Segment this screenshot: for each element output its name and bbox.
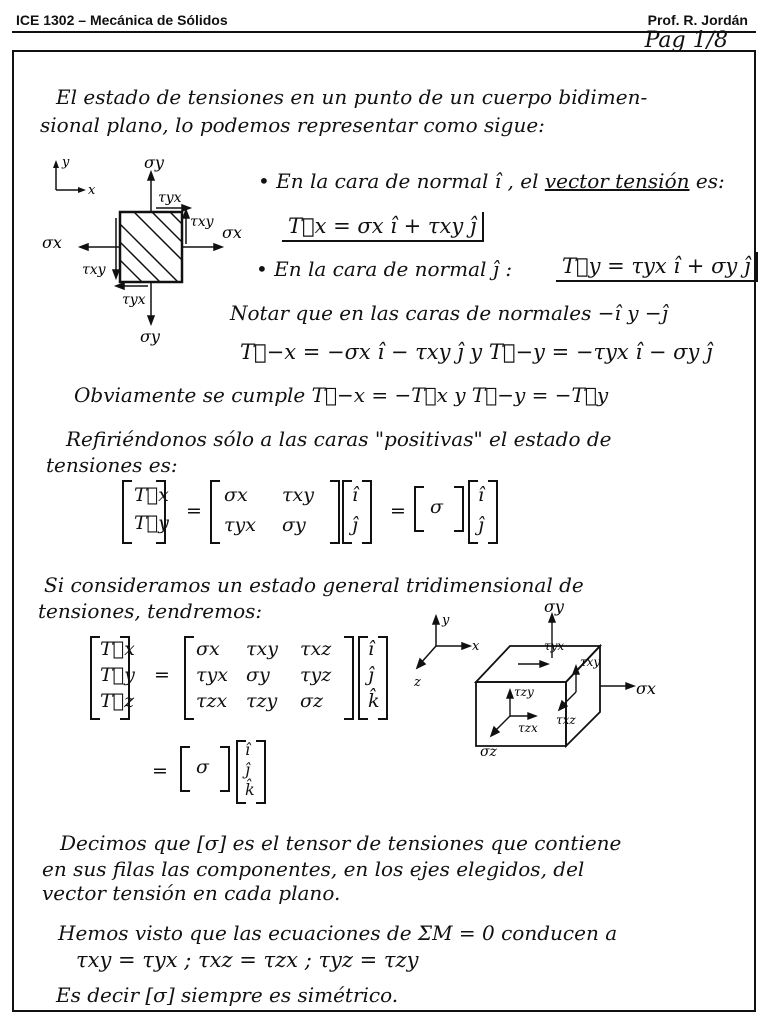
positive-faces-line-1: Refiriéndonos sólo a las caras "positivas" el estado de xyxy=(66,427,612,451)
moments-line-1: Hemos visto que las ecuaciones de ΣM = 0 conducen a xyxy=(58,921,618,945)
matrix3d-units-compact xyxy=(236,740,266,804)
matrix2d-unit-1: ĵ xyxy=(352,514,358,536)
frame-left xyxy=(12,50,14,1012)
matrix2d-s00: σx xyxy=(224,484,248,506)
matrix3d-equals-2: = xyxy=(152,760,168,782)
matrix2d-units-compact xyxy=(468,480,498,544)
intro-line-2: sional plano, lo podemos representar como sigue: xyxy=(40,113,545,137)
matrix3d-s11: σy xyxy=(246,664,270,686)
matrix2d-unit-0: î xyxy=(352,484,359,506)
cube-tau-zx-label: τzx xyxy=(518,721,538,735)
matrix2d-lhs-1: T⃗y xyxy=(134,512,169,534)
stress-arrows-2d xyxy=(80,172,222,324)
cube-tau-xy-label: τxy xyxy=(580,655,601,669)
matrix3d-s10: τyx xyxy=(196,664,228,686)
matrix2d-equals-2: = xyxy=(390,500,406,522)
matrix2d-sigma-compact xyxy=(414,486,464,532)
matrix2d-s01: τxy xyxy=(282,484,314,506)
face-j-text: • En la cara de normal ĵ : xyxy=(256,257,513,281)
plane-stress-element-figure xyxy=(36,148,256,348)
element-square xyxy=(120,212,182,282)
matrix3d-equals-1: = xyxy=(154,664,170,686)
sigma-y-bottom-label: σy xyxy=(140,327,160,346)
frame-top xyxy=(12,50,756,52)
matrix3d-s22: σz xyxy=(300,690,323,712)
tau-yx-bottom-label: τyx xyxy=(122,292,146,308)
face-i-pre: • En la cara de normal î , el xyxy=(258,169,539,193)
matrix3d-sigma-compact xyxy=(180,746,230,792)
axis3d-z-label: z xyxy=(414,675,421,690)
general-line-2: tensiones, tendremos: xyxy=(38,599,263,623)
matrix3d-units xyxy=(358,636,388,720)
equation-negative-faces: T⃗−x = −σx î − τxy ĵ y T⃗−y = −τyx î − σy ĵ xyxy=(240,340,713,364)
matrix3d-lhs-1: T⃗y xyxy=(100,664,135,686)
matrix3d-unit-2: k̂ xyxy=(368,690,380,712)
matrix3d-unit-compact-2: k̂ xyxy=(245,780,255,799)
sigma-y-top-label: σy xyxy=(144,153,164,172)
cube-sigma-z-label: σz xyxy=(480,744,497,760)
matrix3d-s00: σx xyxy=(196,638,220,660)
symmetric-conclusion: Es decir [σ] siempre es simétrico. xyxy=(56,983,399,1007)
matrix3d-lhs-2: T⃗z xyxy=(100,690,135,712)
matrix3d-s12: τyz xyxy=(300,664,332,686)
course-title: ICE 1302 – Mecánica de Sólidos xyxy=(16,12,228,28)
intro-line-1: El estado de tensiones en un punto de un cuerpo bidimen- xyxy=(56,85,648,109)
cube-sigma-y-label: σy xyxy=(544,600,564,616)
tensor-line-3: vector tensión en cada plano. xyxy=(42,881,341,905)
matrix2d-s10: τyx xyxy=(224,514,256,536)
frame-right xyxy=(754,50,756,1012)
matrix3d-sigma xyxy=(184,636,354,720)
matrix2d-equals-1: = xyxy=(186,500,202,522)
cube-tau-xz-label: τxz xyxy=(556,713,576,727)
matrix2d-unit-compact-0: î xyxy=(478,484,485,506)
tensor-line-1: Decimos que [σ] es el tensor de tensiones que contiene xyxy=(60,831,622,855)
matrix3d-sigma-symbol: σ xyxy=(196,756,209,778)
frame-bottom xyxy=(12,1010,756,1012)
matrix3d-s20: τzx xyxy=(196,690,228,712)
page-number: Pag 1/8 xyxy=(644,28,728,53)
matrix2d-lhs-0: T⃗x xyxy=(134,484,169,506)
stress-cube-figure xyxy=(410,600,670,760)
professor-name: Prof. R. Jordán xyxy=(647,12,748,28)
matrix3d-unit-compact-1: ĵ xyxy=(245,760,250,779)
tau-xy-right-label: τxy xyxy=(190,214,214,230)
positive-faces-line-2: tensiones es: xyxy=(46,453,178,477)
equation-Tx: T⃗x = σx î + τxy ĵ xyxy=(282,212,484,242)
matrix2d-s11: σy xyxy=(282,514,306,536)
general-line-1: Si consideramos un estado general tridimensional de xyxy=(44,573,584,597)
matrix2d-sigma-symbol: σ xyxy=(430,496,443,518)
face-i-text xyxy=(258,170,725,193)
obviously-holds-text: Obviamente se cumple T⃗−x = −T⃗x y T⃗−y = −T⃗y xyxy=(74,383,609,407)
cube-tau-yx-label: τyx xyxy=(544,639,565,653)
matrix3d-s21: τzy xyxy=(246,690,278,712)
hatching xyxy=(120,212,182,282)
matrix2d-lhs xyxy=(122,480,169,544)
matrix3d-s01: τxy xyxy=(246,638,278,660)
face-i-vector-term: vector tensión xyxy=(544,169,690,193)
matrix3d-unit-0: î xyxy=(368,638,375,660)
cube-sigma-x-label: σx xyxy=(636,679,656,698)
matrix3d-unit-compact-0: î xyxy=(245,740,251,759)
axis3d-y-label: y xyxy=(442,613,450,628)
sigma-x-right-label: σx xyxy=(222,223,242,242)
matrix3d-lhs xyxy=(90,636,135,720)
axes-2d xyxy=(53,155,96,198)
cube-tau-zy-label: τzy xyxy=(514,685,534,699)
note-negative-faces: Notar que en las caras de normales −î y −ĵ xyxy=(230,301,668,325)
tensor-line-2: en sus filas las componentes, en los ejes elegidos, del xyxy=(42,857,585,881)
sigma-x-left-label: σx xyxy=(42,233,62,252)
equation-Ty: T⃗y = τyx î + σy ĵ xyxy=(556,252,758,282)
matrix2d-sigma xyxy=(210,480,340,544)
matrix3d-lhs-0: T⃗x xyxy=(100,638,135,660)
matrix2d-units xyxy=(342,480,372,544)
face-i-post: es: xyxy=(695,169,725,193)
axis-x-label: x xyxy=(88,183,96,198)
matrix3d-s02: τxz xyxy=(300,638,332,660)
axis3d-x-label: x xyxy=(472,639,480,654)
moments-symmetry-equations: τxy = τyx ; τxz = τzx ; τyz = τzy xyxy=(76,948,419,972)
matrix2d-unit-compact-1: ĵ xyxy=(478,514,484,536)
axis-y-label: y xyxy=(62,155,70,170)
matrix3d-unit-1: ĵ xyxy=(368,664,374,686)
tau-yx-top-label: τyx xyxy=(158,190,182,206)
tau-xy-left-label: τxy xyxy=(82,262,106,278)
